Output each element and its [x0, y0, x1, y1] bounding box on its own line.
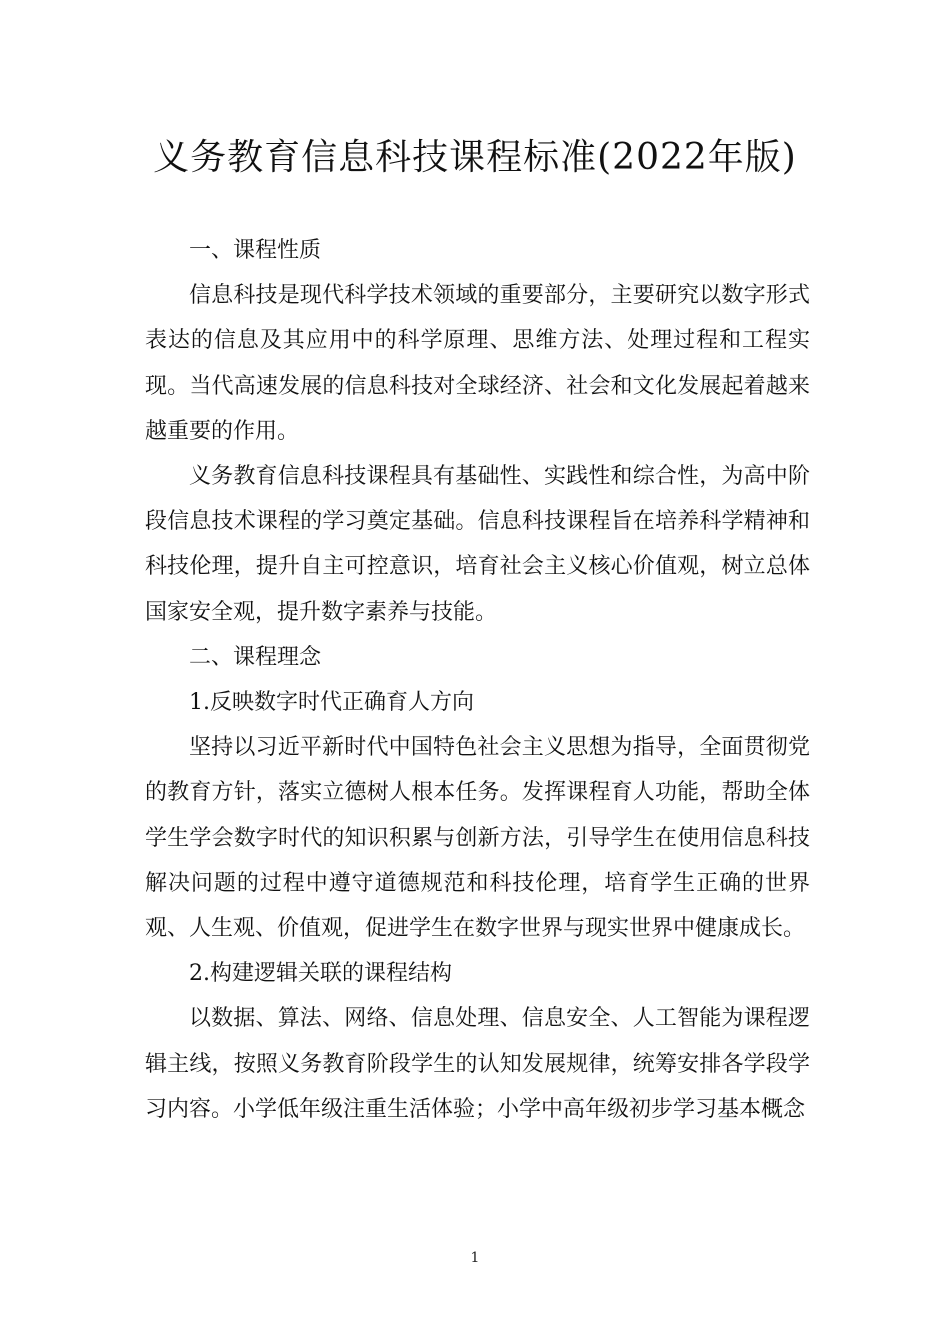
document-body — [145, 228, 810, 1132]
subsection-heading-2: 2.构建逻辑关联的课程结构 — [189, 961, 452, 987]
page-number: 1 — [470, 1250, 480, 1266]
section-heading-nature: 一、课程性质 — [189, 238, 322, 263]
paragraph: 以数据、算法、网络、信息处理、信息安全、人工智能为课程逻辑主线，按照义务教育阶段学生的认知发展规律，统筹安排各学段学习内容。小学低年级注重生活体验；小学中高年级初步学习基本概念 — [145, 1006, 810, 1122]
document-title: 义务教育信息科技课程标准(2022年版) — [153, 137, 797, 178]
paragraph: 坚持以习近平新时代中国特色社会主义思想为指导，全面贯彻党的教育方针，落实立德树人根本任务。发挥课程育人功能，帮助全体学生学会数字时代的知识积累与创新方法，引导学生在使用信息科技解决问题的过程中遵守道德规范和科技伦理，培育学生正确的世界观、人生观、价值观，促进学生在数字世界与现实世界中健康成长。 — [145, 735, 810, 942]
paragraph: 义务教育信息科技课程具有基础性、实践性和综合性，为高中阶段信息技术课程的学习奠定基础。信息科技课程旨在培养科学精神和科技伦理，提升自主可控意识，培育社会主义核心价值观，树立总体国家安全观，提升数字素养与技能。 — [145, 464, 810, 625]
section-heading-philosophy: 二、课程理念 — [189, 644, 322, 670]
subsection-heading-1: 1.反映数字时代正确育人方向 — [189, 690, 474, 716]
paragraph: 信息科技是现代科学技术领域的重要部分，主要研究以数字形式表达的信息及其应用中的科学原理、思维方法、处理过程和工程实现。当代高速发展的信息科技对全球经济、社会和文化发展起着越来越重要的作用。 — [145, 283, 810, 444]
